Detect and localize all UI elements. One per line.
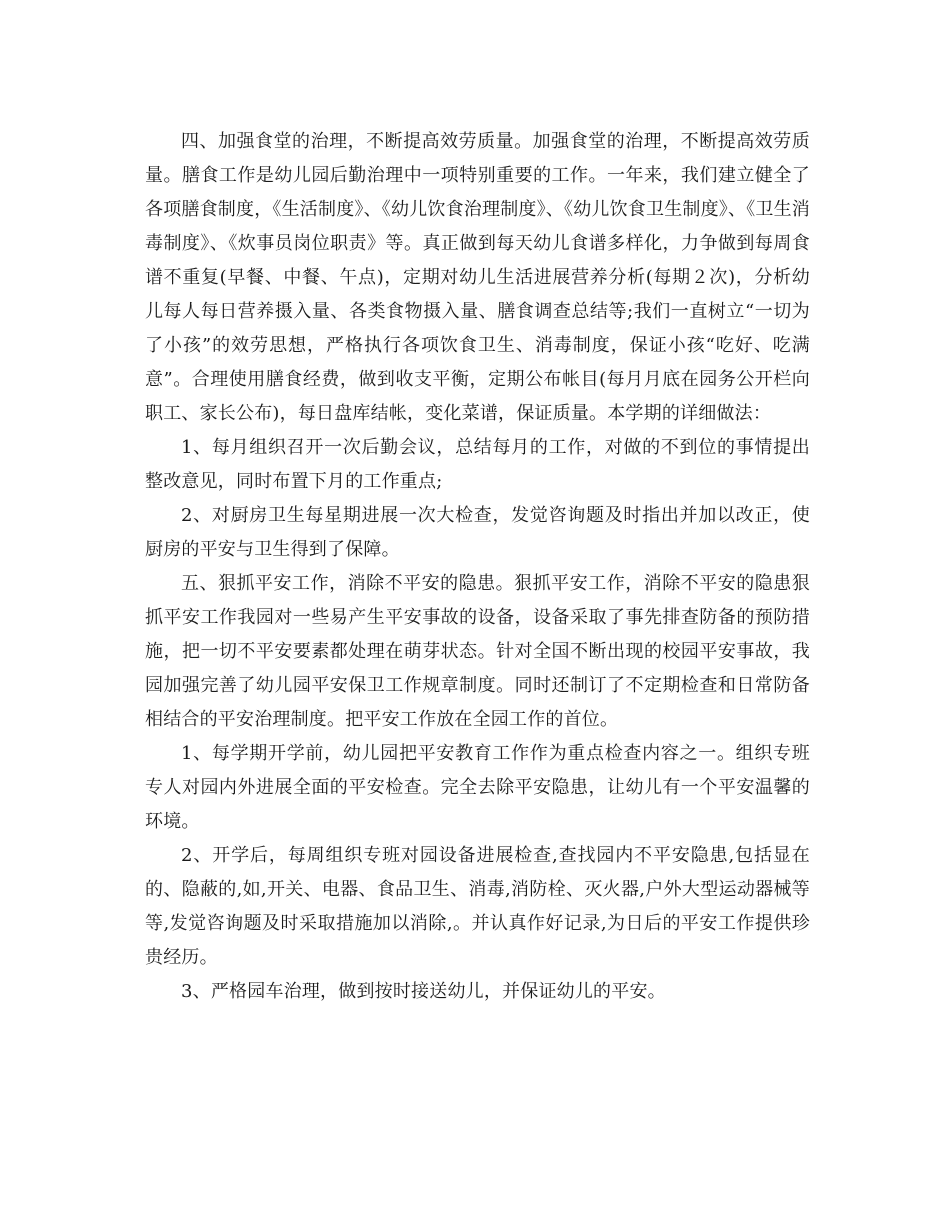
paragraph-safety-work: 五、狠抓平安工作，消除不平安的隐患。狠抓平安工作，消除不平安的隐患狠抓平安工作我园对一些易产生平安事故的设备，设备采取了事先排查防备的预防措施，把一切不平安要素都处理在萌芽状态。针对全国不断出现的校园平安事故，我园加强完善了幼儿园平安保卫工作规章制度。同时还制订了不定期检查和日常防备相结合的平安治理制度。把平安工作放在全园工作的首位。: [145, 573, 810, 730]
document-body: [145, 125, 810, 1009]
paragraph-kitchen-inspection: 2、对厨房卫生每星期进展一次大检查，发觉咨询题及时指出并加以改正，使厨房的平安与卫生得到了保障。: [145, 505, 810, 560]
paragraph-term-start-check: 1、每学期开学前，幼儿园把平安教育工作作为重点检查内容之一。组织专班专人对园内外进展全面的平安检查。完全去除平安隐患，让幼儿有一个平安温馨的环境。: [145, 743, 810, 832]
paragraph-monthly-meeting: 1、每月组织召开一次后勤会议，总结每月的工作，对做的不到位的事情提出整改意见，同时布置下月的工作重点;: [145, 437, 810, 492]
paragraph-canteen-management: 四、加强食堂的治理，不断提高效劳质量。加强食堂的治理，不断提高效劳质量。膳食工作是幼儿园后勤治理中一项特别重要的工作。一年来，我们建立健全了各项膳食制度，《生活制度》、《幼儿饮食治理制度》、《幼儿饮食卫生制度》、《卫生消毒制度》、《炊事员岗位职责》等。真正做到每天幼儿食谱多样化，力争做到每周食谱不重复(早餐、中餐、午点)，定期对幼儿生活进展营养分析(每期２次)，分析幼儿每人每日营养摄入量、各类食物摄入量、膳食调查总结等;我们一直树立“一切为了小孩”的效劳思想，严格执行各项饮食卫生、消毒制度，保证小孩“吃好、吃满意”。合理使用膳食经费，做到收支平衡，定期公布帐目(每月月底在园务公开栏向职工、家长公布)，每日盘库结帐，变化菜谱，保证质量。本学期的详细做法：: [145, 131, 810, 424]
paragraph-weekly-check: 2、开学后，每周组织专班对园设备进展检查,查找园内不平安隐患,包括显在的、隐蔽的,如,开关、电器、食品卫生、消毒,消防栓、灭火器,户外大型运动器械等等,发觉咨询题及时采取措施加以消除,。并认真作好记录,为日后的平安工作提供珍贵经历。: [145, 845, 810, 968]
paragraph-bus-management: 3、严格园车治理，做到按时接送幼儿，并保证幼儿的平安。: [181, 981, 666, 1002]
